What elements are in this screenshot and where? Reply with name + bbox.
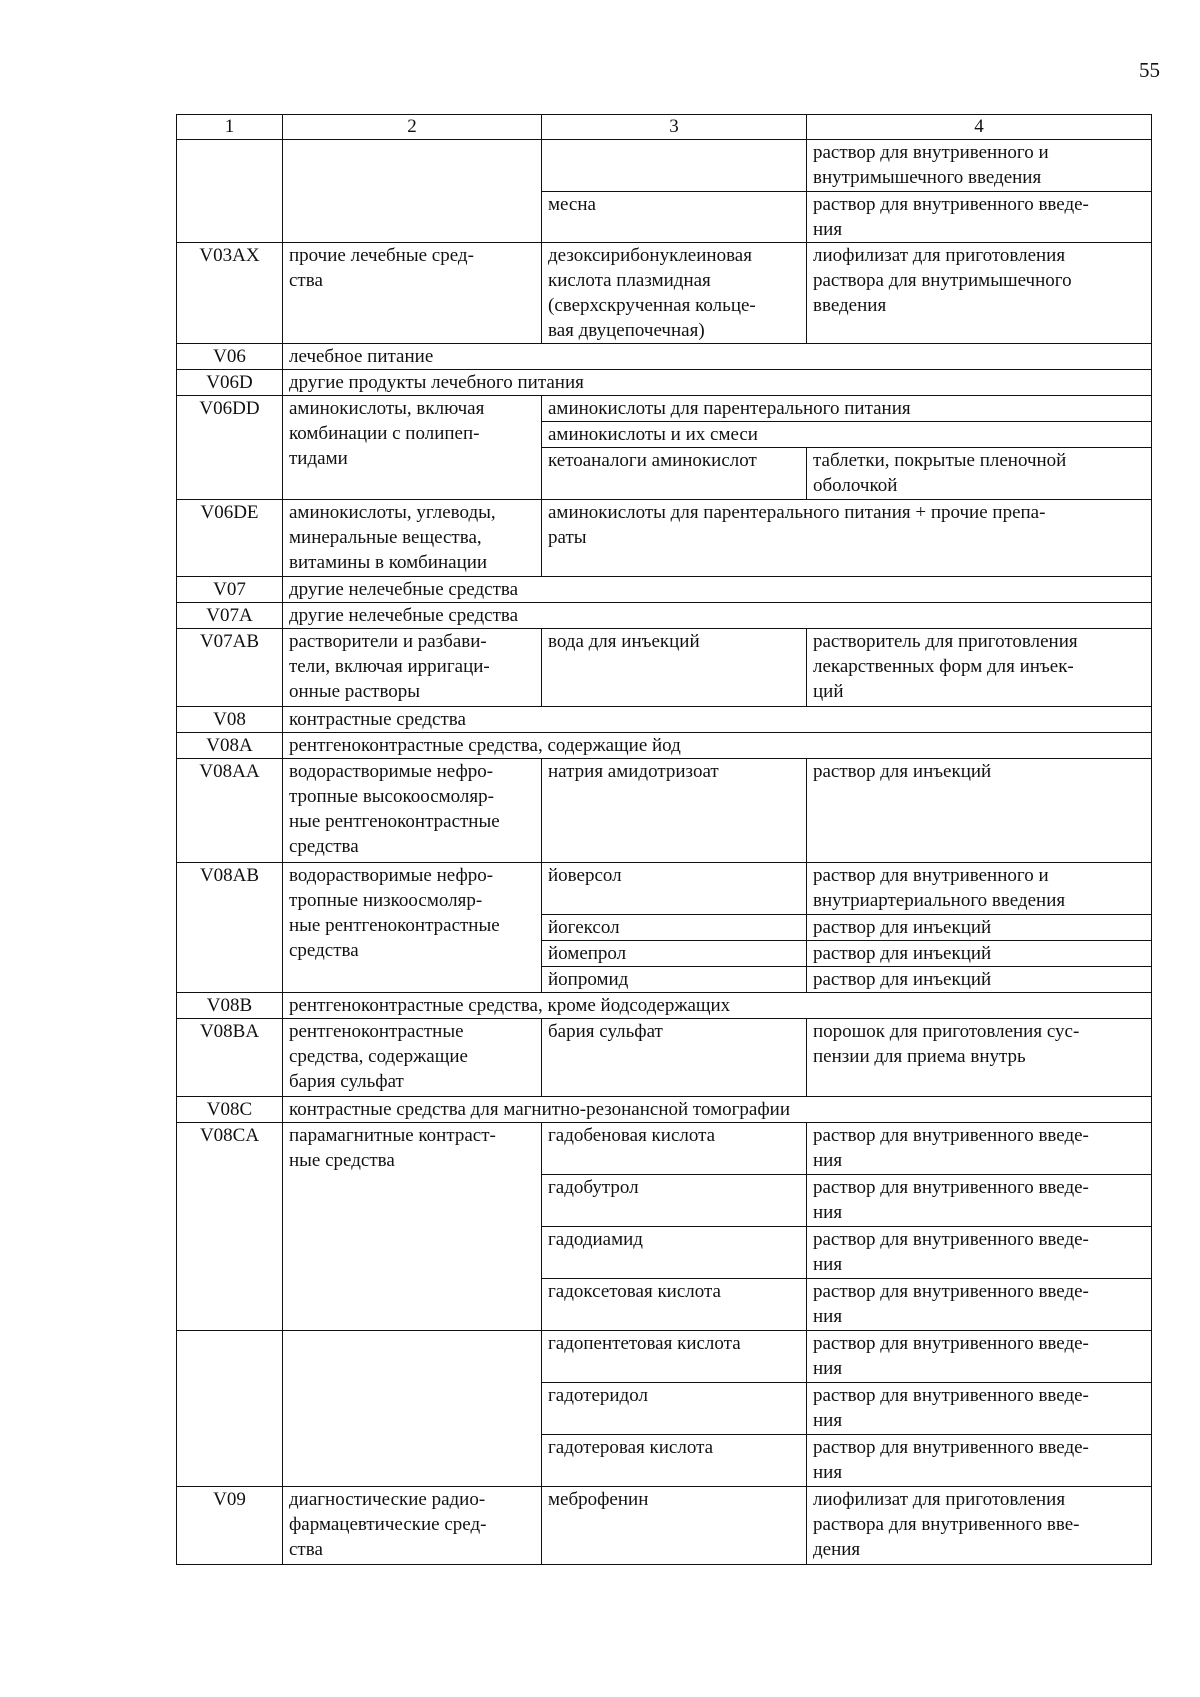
table-row: [177, 733, 1152, 759]
dosage-form-text: раствор для внутривенного введе- ния: [813, 1229, 1089, 1275]
header-cell: 2: [283, 115, 542, 140]
dosage-form-cell: [807, 1487, 1152, 1565]
table-row: [177, 396, 1152, 422]
group-name-text: рентгеноконтрастные средства, содержащие йод: [289, 735, 681, 756]
atc-code-cell: [177, 1123, 283, 1331]
page-number: 55: [1139, 58, 1160, 82]
dosage-form-cell: [807, 629, 1152, 707]
group-name-cell: [283, 1331, 542, 1487]
dosage-form-cell: [807, 1383, 1152, 1435]
group-name-cell: [283, 603, 1152, 629]
dosage-form-text: раствор для внутривенного и внутриартериального введения: [813, 865, 1066, 911]
table-row: [177, 1019, 1152, 1097]
drug-name-text: гадотеридол: [548, 1385, 648, 1406]
dosage-form-cell: [807, 1175, 1152, 1227]
atc-code-cell: [177, 1331, 283, 1487]
dosage-form-text: растворитель для приготовления лекарственных форм для инъек- ций: [813, 631, 1078, 702]
group-name-cell: [283, 1019, 542, 1097]
group-name-cell: [283, 370, 1152, 396]
drug-name-cell: [542, 941, 807, 967]
header-cell: 1: [177, 115, 283, 140]
drug-name-text: меброфенин: [548, 1489, 649, 1510]
drug-name-text: гадоксетовая кислота: [548, 1281, 721, 1302]
table-row: [177, 500, 1152, 577]
group-name-cell: [283, 396, 542, 500]
table-row: [177, 993, 1152, 1019]
group-name-text: аминокислоты, включая комбинации с полипеп- тидами: [289, 398, 485, 469]
group-name-text: другие нелечебные средства: [289, 605, 519, 626]
drug-name-cell: [542, 1487, 807, 1565]
table-row: [177, 140, 1152, 192]
drug-name-text: дезоксирибонуклеиновая кислота плазмидная (сверхскрученная кольце- вая двуцепочечная): [548, 245, 756, 341]
dosage-form-text: лиофилизат для приготовления раствора для внутримышечного введения: [813, 245, 1072, 316]
atc-code-cell: [177, 759, 283, 863]
drug-name-cell: [542, 448, 807, 500]
group-name-cell: [283, 1123, 542, 1331]
drug-name-text: йоверсол: [548, 865, 622, 886]
group-name-text: рентгеноконтрастные средства, кроме йодсодержащих: [289, 995, 731, 1016]
group-name-text: диагностические радио- фармацевтические сред- ства: [289, 1489, 487, 1560]
drug-name-text: кетоаналоги аминокислот: [548, 450, 757, 471]
drug-name-text: гадодиамид: [548, 1229, 643, 1250]
group-name-text: контрастные средства для магнитно-резонансной томографии: [289, 1099, 791, 1120]
group-name-text: прочие лечебные сред- ства: [289, 245, 474, 291]
atc-drug-table: [176, 114, 1152, 1565]
dosage-form-text: раствор для инъекций: [813, 943, 992, 964]
group-name-cell: [283, 759, 542, 863]
atc-code-cell: [177, 1019, 283, 1097]
dosage-form-text: раствор для внутривенного введе- ния: [813, 194, 1089, 240]
drug-name-text: йогексол: [548, 917, 620, 938]
drug-name-text: вода для инъекций: [548, 631, 700, 652]
drug-name-cell: [542, 1019, 807, 1097]
group-name-cell: [283, 733, 1152, 759]
atc-code-cell: [177, 243, 283, 344]
drug-name-text: аминокислоты для парентерального питания + прочие препа- раты: [548, 502, 1046, 548]
table-row: [177, 1097, 1152, 1123]
drug-name-cell: [542, 396, 1152, 422]
drug-name-text: гадобеновая кислота: [548, 1125, 716, 1146]
atc-code-cell: [177, 370, 283, 396]
atc-code-cell: [177, 993, 283, 1019]
table-row: [177, 1487, 1152, 1565]
atc-code-cell: [177, 629, 283, 707]
header-cell: 4: [807, 115, 1152, 140]
drug-name-cell: [542, 1331, 807, 1383]
drug-name-text: гадобутрол: [548, 1177, 639, 1198]
dosage-form-text: таблетки, покрытые пленочной оболочкой: [813, 450, 1067, 496]
drug-name-cell: [542, 422, 1152, 448]
dosage-form-text: раствор для внутривенного введе- ния: [813, 1333, 1089, 1379]
atc-code-text: V08CA: [199, 1125, 260, 1146]
atc-code-text: V08C: [206, 1099, 253, 1120]
atc-code-text: V06D: [206, 372, 253, 393]
dosage-form-cell: [807, 1019, 1152, 1097]
drug-name-cell: [542, 967, 807, 993]
dosage-form-text: порошок для приготовления сус- пензии для приема внутрь: [813, 1021, 1080, 1067]
table-row: [177, 629, 1152, 707]
group-name-text: водорастворимые нефро- тропные низкоосмоляр- ные рентгеноконтрастные средства: [289, 865, 500, 961]
dosage-form-text: раствор для внутривенного введе- ния: [813, 1177, 1089, 1223]
atc-code-cell: [177, 344, 283, 370]
group-name-text: лечебное питание: [289, 346, 434, 367]
drug-name-text: гадопентетовая кислота: [548, 1333, 741, 1354]
atc-code-cell: [177, 733, 283, 759]
drug-name-text: йопромид: [548, 969, 629, 990]
drug-name-text: месна: [548, 194, 596, 215]
drug-name-cell: [542, 1435, 807, 1487]
drug-name-cell: [542, 192, 807, 243]
dosage-form-cell: [807, 941, 1152, 967]
group-name-text: другие продукты лечебного питания: [289, 372, 584, 393]
atc-code-cell: [177, 863, 283, 993]
dosage-form-cell: [807, 192, 1152, 243]
dosage-form-cell: [807, 1279, 1152, 1331]
group-name-cell: [283, 577, 1152, 603]
drug-name-cell: [542, 1279, 807, 1331]
atc-code-text: V08AA: [199, 761, 260, 782]
dosage-form-text: раствор для внутривенного введе- ния: [813, 1281, 1089, 1327]
atc-code-text: V06DE: [200, 502, 259, 523]
table-row: [177, 344, 1152, 370]
drug-name-text: натрия амидотризоат: [548, 761, 719, 782]
drug-name-cell: [542, 759, 807, 863]
table-row: [177, 1331, 1152, 1383]
atc-code-text: V07AB: [199, 631, 260, 652]
drug-name-cell: [542, 915, 807, 941]
table-row: [177, 243, 1152, 344]
dosage-form-cell: [807, 448, 1152, 500]
table-header-row: [177, 115, 1152, 140]
dosage-form-cell: [807, 1435, 1152, 1487]
group-name-text: растворители и разбави- тели, включая ирригаци- онные растворы: [289, 631, 490, 702]
group-name-cell: [283, 1487, 542, 1565]
group-name-text: другие нелечебные средства: [289, 579, 519, 600]
atc-code-cell: [177, 396, 283, 500]
group-name-cell: [283, 863, 542, 993]
dosage-form-text: раствор для внутривенного введе- ния: [813, 1125, 1089, 1171]
drug-name-cell: [542, 1123, 807, 1175]
atc-code-text: V07: [213, 579, 246, 600]
dosage-form-cell: [807, 1227, 1152, 1279]
group-name-text: контрастные средства: [289, 709, 466, 730]
group-name-cell: [283, 993, 1152, 1019]
dosage-form-text: раствор для инъекций: [813, 761, 992, 782]
dosage-form-cell: [807, 140, 1152, 192]
atc-code-cell: [177, 603, 283, 629]
group-name-text: водорастворимые нефро- тропные высокоосмоляр- ные рентгеноконтрастные средства: [289, 761, 500, 857]
atc-code-cell: [177, 1097, 283, 1123]
atc-code-cell: [177, 707, 283, 733]
dosage-form-cell: [807, 915, 1152, 941]
drug-name-cell: [542, 863, 807, 915]
atc-code-text: V07A: [206, 605, 253, 626]
atc-code-cell: [177, 1487, 283, 1565]
drug-name-text: аминокислоты для парентерального питания: [548, 398, 911, 419]
group-name-cell: [283, 707, 1152, 733]
dosage-form-text: раствор для внутривенного введе- ния: [813, 1385, 1089, 1431]
atc-code-text: V03AX: [199, 245, 260, 266]
atc-code-cell: [177, 577, 283, 603]
drug-name-cell: [542, 243, 807, 344]
dosage-form-cell: [807, 863, 1152, 915]
drug-name-cell: [542, 140, 807, 192]
group-name-cell: [283, 629, 542, 707]
table-row: [177, 1123, 1152, 1175]
dosage-form-cell: [807, 243, 1152, 344]
drug-name-cell: [542, 629, 807, 707]
atc-code-text: V08: [213, 709, 246, 730]
dosage-form-cell: [807, 1123, 1152, 1175]
drug-name-text: аминокислоты и их смеси: [548, 424, 758, 445]
group-name-text: аминокислоты, углеводы, минеральные вещества, витамины в комбинации: [289, 502, 496, 573]
drug-name-cell: [542, 1175, 807, 1227]
atc-code-text: V09: [213, 1489, 246, 1510]
dosage-form-cell: [807, 967, 1152, 993]
atc-code-text: V08A: [206, 735, 253, 756]
group-name-cell: [283, 140, 542, 243]
drug-name-cell: [542, 500, 1152, 577]
atc-code-text: V08B: [206, 995, 253, 1016]
dosage-form-text: раствор для инъекций: [813, 917, 992, 938]
group-name-text: парамагнитные контраст- ные средства: [289, 1125, 496, 1171]
dosage-form-cell: [807, 759, 1152, 863]
group-name-cell: [283, 243, 542, 344]
table-row: [177, 759, 1152, 863]
table-row: [177, 603, 1152, 629]
group-name-cell: [283, 344, 1152, 370]
atc-code-text: V08AB: [199, 865, 260, 886]
atc-code-cell: [177, 140, 283, 243]
group-name-cell: [283, 500, 542, 577]
atc-code-text: V06DD: [199, 398, 260, 419]
drug-name-text: бария сульфат: [548, 1021, 663, 1042]
group-name-cell: [283, 1097, 1152, 1123]
drug-name-text: гадотеровая кислота: [548, 1437, 714, 1458]
table-row: [177, 370, 1152, 396]
dosage-form-text: раствор для внутривенного и внутримышечного введения: [813, 142, 1049, 188]
drug-name-text: йомепрол: [548, 943, 627, 964]
drug-name-cell: [542, 1227, 807, 1279]
group-name-text: рентгеноконтрастные средства, содержащие бария сульфат: [289, 1021, 468, 1092]
table-row: [177, 577, 1152, 603]
drug-name-cell: [542, 1383, 807, 1435]
atc-code-cell: [177, 500, 283, 577]
atc-code-text: V08BA: [199, 1021, 260, 1042]
dosage-form-cell: [807, 1331, 1152, 1383]
dosage-form-text: лиофилизат для приготовления раствора для внутривенного вве- дения: [813, 1489, 1080, 1560]
table-row: [177, 863, 1152, 915]
dosage-form-text: раствор для инъекций: [813, 969, 992, 990]
header-cell: 3: [542, 115, 807, 140]
dosage-form-text: раствор для внутривенного введе- ния: [813, 1437, 1089, 1483]
atc-code-text: V06: [213, 346, 246, 367]
table-row: [177, 707, 1152, 733]
